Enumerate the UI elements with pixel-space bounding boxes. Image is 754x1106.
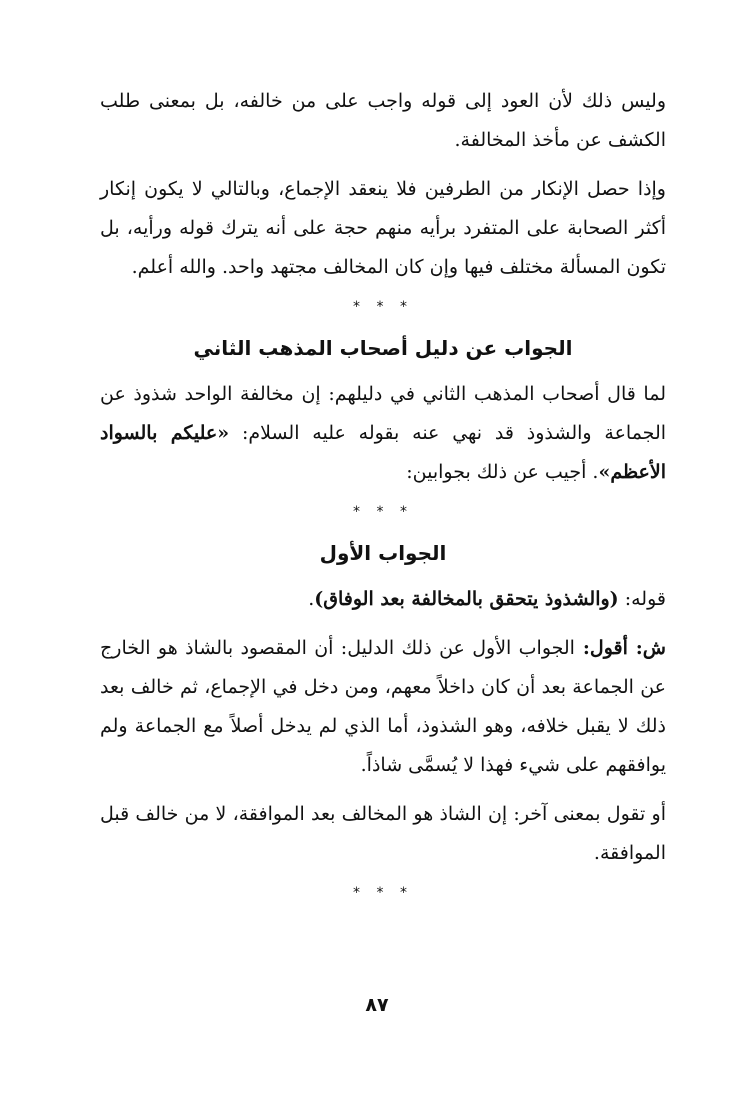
page-body: [100, 82, 666, 911]
paragraph-5: [100, 629, 666, 785]
paragraph-1: وليس ذلك لأن العود إلى قوله واجب على من خالفه، بل بمعنى طلب الكشف عن مأخذ المخالفة.: [100, 90, 666, 151]
paragraph-3-end: . أجيب عن ذلك بجوابين:: [406, 461, 599, 483]
paragraph-3-text: لما قال أصحاب المذهب الثاني في دليلهم: إن مخالفة الواحد شذوذ عن الجماعة والشذوذ قد نهي عنه بقوله عليه السلام:: [100, 383, 667, 444]
paragraph-4: [100, 580, 666, 619]
section-heading-first-answer: الجواب الأول: [319, 541, 447, 565]
page-number: ٨٧: [365, 994, 389, 1016]
paragraph-5-text: الجواب الأول عن ذلك الدليل: أن المقصود بالشاذ هو الخارج عن الجماعة بعد أن كان داخلاً معهم، ومن دخل في الإجماع، ثم خالف بعد ذلك لا يقبل خلافه، وهو الشذوذ، أما الذي لم يدخل أصلاً مع الجماعة ولم يوافقهم على شيء فهذا لا يُسمَّى شاذاً.: [100, 637, 666, 776]
section-heading-second-school: الجواب عن دليل أصحاب المذهب الثاني: [193, 336, 573, 360]
paragraph-2: وإذا حصل الإنكار من الطرفين فلا ينعقد الإجماع، وبالتالي لا يكون إنكار أكثر الصحابة على المتفرد برأيه منهم حجة على أنه يترك قوله ورأيه، بل تكون المسألة مختلف فيها وإن كان المخالف مجتهد واحد. والله أعلم.: [100, 178, 666, 278]
section-separator-2: * * *: [353, 504, 413, 520]
paragraph-4-end: .: [308, 588, 315, 610]
commentary-lead: ش: أقول:: [574, 637, 666, 659]
quote-label: قوله:: [618, 588, 666, 610]
paragraph-6: أو تقول بمعنى آخر: إن الشاذ هو المخالف بعد الموافقة، لا من خالف قبل الموافقة.: [100, 803, 666, 864]
matn-quote: (والشذوذ يتحقق بالمخالفة بعد الوفاق): [314, 588, 619, 610]
hadith-quote: «عليكم بالسواد الأعظم»: [100, 422, 666, 483]
section-separator-3: * * *: [353, 885, 413, 901]
section-separator-1: * * *: [353, 299, 413, 315]
paragraph-3: [100, 375, 666, 492]
